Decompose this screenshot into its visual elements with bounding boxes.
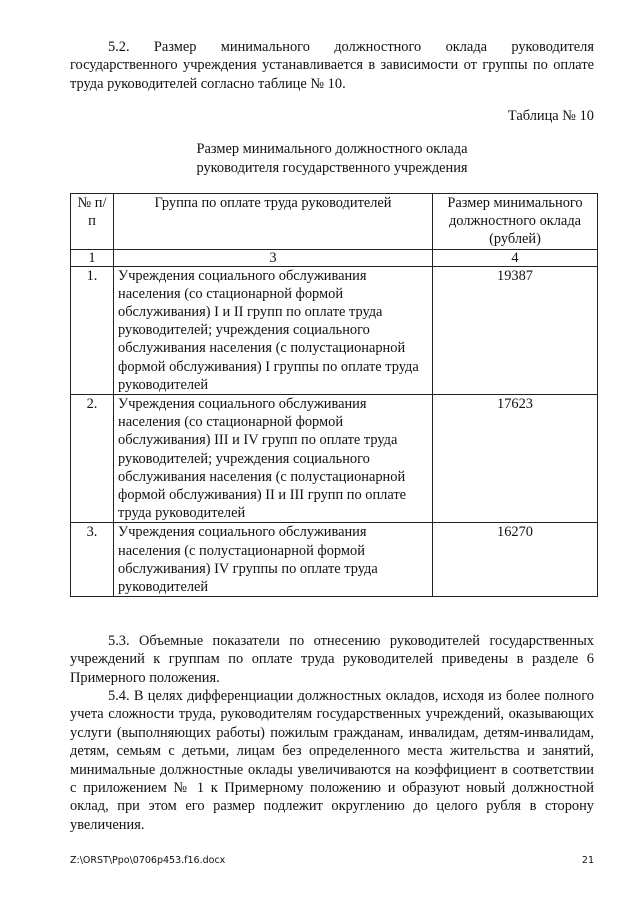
row-number: 2. xyxy=(71,395,114,523)
column-numbers-row xyxy=(71,249,598,266)
row-salary: 16270 xyxy=(433,523,598,597)
row-number: 3. xyxy=(71,523,114,597)
footer-file-path: Z:\ORST\Ppo\0706p453.f16.docx xyxy=(70,855,226,866)
table-row xyxy=(71,266,598,394)
table-header-row xyxy=(71,194,598,250)
row-salary: 17623 xyxy=(433,395,598,523)
page-number: 21 xyxy=(581,855,594,866)
row-group: Учреждения социального обслуживания населения (со стационарной формой обслуживания) III и IV групп по оплате труда руководителей; учреждения социального обслуживания населения (с полустационарной формой обслуживания) II и III групп по оплате труда руководителей xyxy=(114,395,433,523)
row-number: 1. xyxy=(71,266,114,394)
table-title-line-1: Размер минимального должностного оклада xyxy=(196,141,468,157)
salary-table xyxy=(70,193,598,597)
table-label: Таблица № 10 xyxy=(507,108,594,124)
paragraph-5-2: 5.2. Размер минимального должностного оклада руководителя государственного учреждения устанавливается в зависимости от группы по оплате труда руководителей согласно таблице № 10. xyxy=(70,39,594,92)
row-salary: 19387 xyxy=(433,266,598,394)
header-salary: Размер минимального должностного оклада (рублей) xyxy=(433,194,598,250)
header-number: № п/п xyxy=(71,194,114,250)
row-group: Учреждения социального обслуживания населения (со стационарной формой обслуживания) I и II групп по оплате труда руководителей; учреждения социального обслуживания населения (с полустационарной формой обслуживания) I группы по оплате труда руководителей xyxy=(114,266,433,394)
paragraph-5-3: 5.3. Объемные показатели по отнесению руководителей государственных учреждений к группам по оплате труда руководителей приведены в разделе 6 Примерного положения. xyxy=(70,633,594,686)
header-group: Группа по оплате труда руководителей xyxy=(114,194,433,250)
paragraph-5-4: 5.4. В целях дифференциации должностных окладов, исходя из более полного учета сложности труда, руководителям государственных учреждений, оказывающих услуги (выполняющих работы) пожилым гражданам, инвалидам, детям-инвалидам, детям, семьям с детьми, лицам без определенного места жительства и занятий, минимальные должностные оклады увеличиваются на коэффициент в соответствии с приложением № 1 к Примерному положению и образуют новый должностной оклад, при этом его размер подлежит округлению до целого рубля в сторону увеличения. xyxy=(70,688,594,833)
table-row xyxy=(71,395,598,523)
table-row xyxy=(71,523,598,597)
column-number-4: 4 xyxy=(433,249,598,266)
table-title-line-2: руководителя государственного учреждения xyxy=(196,160,468,176)
column-number-1: 1 xyxy=(71,249,114,266)
row-group: Учреждения социального обслуживания населения (с полустационарной формой обслуживания) IV группы по оплате труда руководителей xyxy=(114,523,433,597)
column-number-3: 3 xyxy=(114,249,433,266)
